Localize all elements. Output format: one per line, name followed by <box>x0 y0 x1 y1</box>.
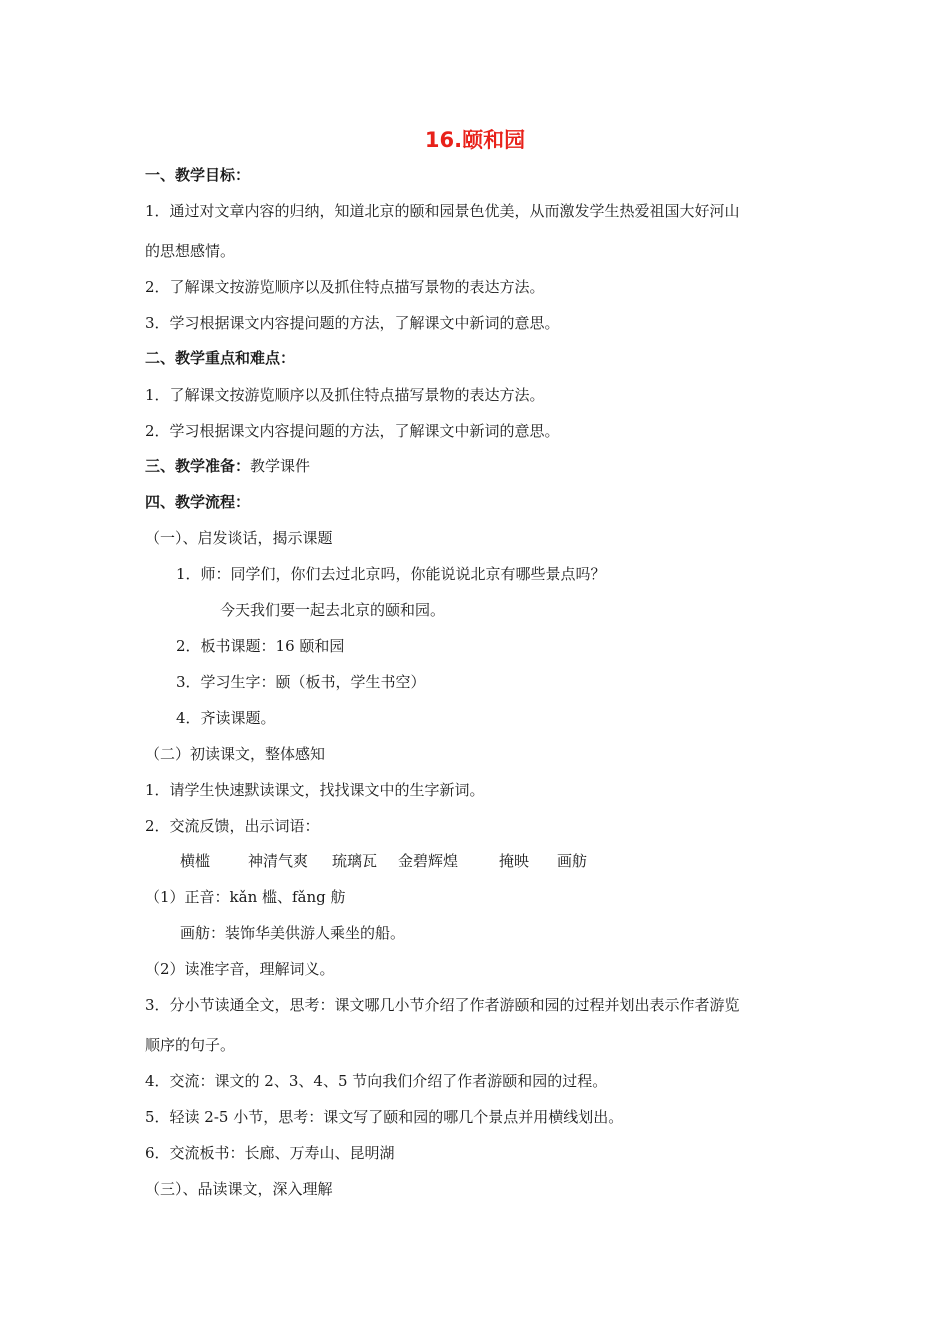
objective-1-cont: 的思想感情。 <box>145 242 236 260</box>
process-heading: 四、教学流程： <box>145 493 251 511</box>
pronunciation: （1）正音：kǎn 槛、fǎng 舫 <box>145 888 346 906</box>
part2-item-1: 1．请学生快速默读课文，找找课文中的生字新词。 <box>145 781 485 799</box>
objective-2: 2．了解课文按游览顺序以及抓住特点描写景物的表达方法。 <box>145 278 545 296</box>
objective-1: 1．通过对文章内容的归纳，知道北京的颐和园景色优美，从而激发学生热爱祖国大好河山 <box>145 202 740 220</box>
preparation-value: 教学课件 <box>250 457 311 475</box>
part1-item-1-cont: 今天我们要一起去北京的颐和园。 <box>220 601 446 619</box>
part3-heading: （三）、品读课文，深入理解 <box>145 1180 333 1198</box>
vocab-word: 神清气爽 <box>248 852 309 870</box>
understand-words: （2）读准字音，理解词义。 <box>145 960 335 978</box>
vocab-word: 掩映 <box>499 852 530 870</box>
vocab-word: 横槛 <box>180 852 211 870</box>
document-title: 16.颐和园 <box>424 128 526 152</box>
part1-heading: （一）、启发谈话，揭示课题 <box>145 529 333 547</box>
objectives-heading: 一、教学目标： <box>145 166 251 184</box>
part2-item-3: 3．分小节读通全文，思考：课文哪几小节介绍了作者游颐和园的过程并划出表示作者游览 <box>145 996 740 1014</box>
key-points-heading: 二、教学重点和难点： <box>145 349 296 367</box>
part2-item-4: 4．交流：课文的 2、3、4、5 节向我们介绍了作者游颐和园的过程。 <box>145 1072 608 1090</box>
definition: 画舫：装饰华美供游人乘坐的船。 <box>180 924 406 942</box>
objective-3: 3．学习根据课文内容提问题的方法，了解课文中新词的意思。 <box>145 314 560 332</box>
preparation-line <box>145 456 310 476</box>
part2-heading: （二）初读课文，整体感知 <box>145 745 326 763</box>
part2-item-2: 2．交流反馈，出示词语： <box>145 817 320 835</box>
vocabulary-row <box>0 851 950 871</box>
vocab-word: 画舫 <box>557 852 588 870</box>
vocab-word: 金碧辉煌 <box>398 852 459 870</box>
key-point-2: 2．学习根据课文内容提问题的方法，了解课文中新词的意思。 <box>145 422 560 440</box>
preparation-heading: 三、教学准备： <box>145 457 251 475</box>
part1-item-2: 2．板书课题：16 颐和园 <box>176 637 345 655</box>
part1-item-4: 4．齐读课题。 <box>176 709 276 727</box>
part2-item-5: 5．轻读 2-5 小节，思考：课文写了颐和园的哪几个景点并用横线划出。 <box>145 1108 624 1126</box>
vocab-word: 琉璃瓦 <box>332 852 378 870</box>
part1-item-3: 3．学习生字：颐（板书，学生书空） <box>176 673 426 691</box>
key-point-1: 1．了解课文按游览顺序以及抓住特点描写景物的表达方法。 <box>145 386 545 404</box>
part2-item-3-cont: 顺序的句子。 <box>145 1036 236 1054</box>
part1-item-1: 1．师：同学们，你们去过北京吗，你能说说北京有哪些景点吗？ <box>176 565 606 583</box>
part2-item-6: 6．交流板书：长廊、万寿山、昆明湖 <box>145 1144 395 1162</box>
